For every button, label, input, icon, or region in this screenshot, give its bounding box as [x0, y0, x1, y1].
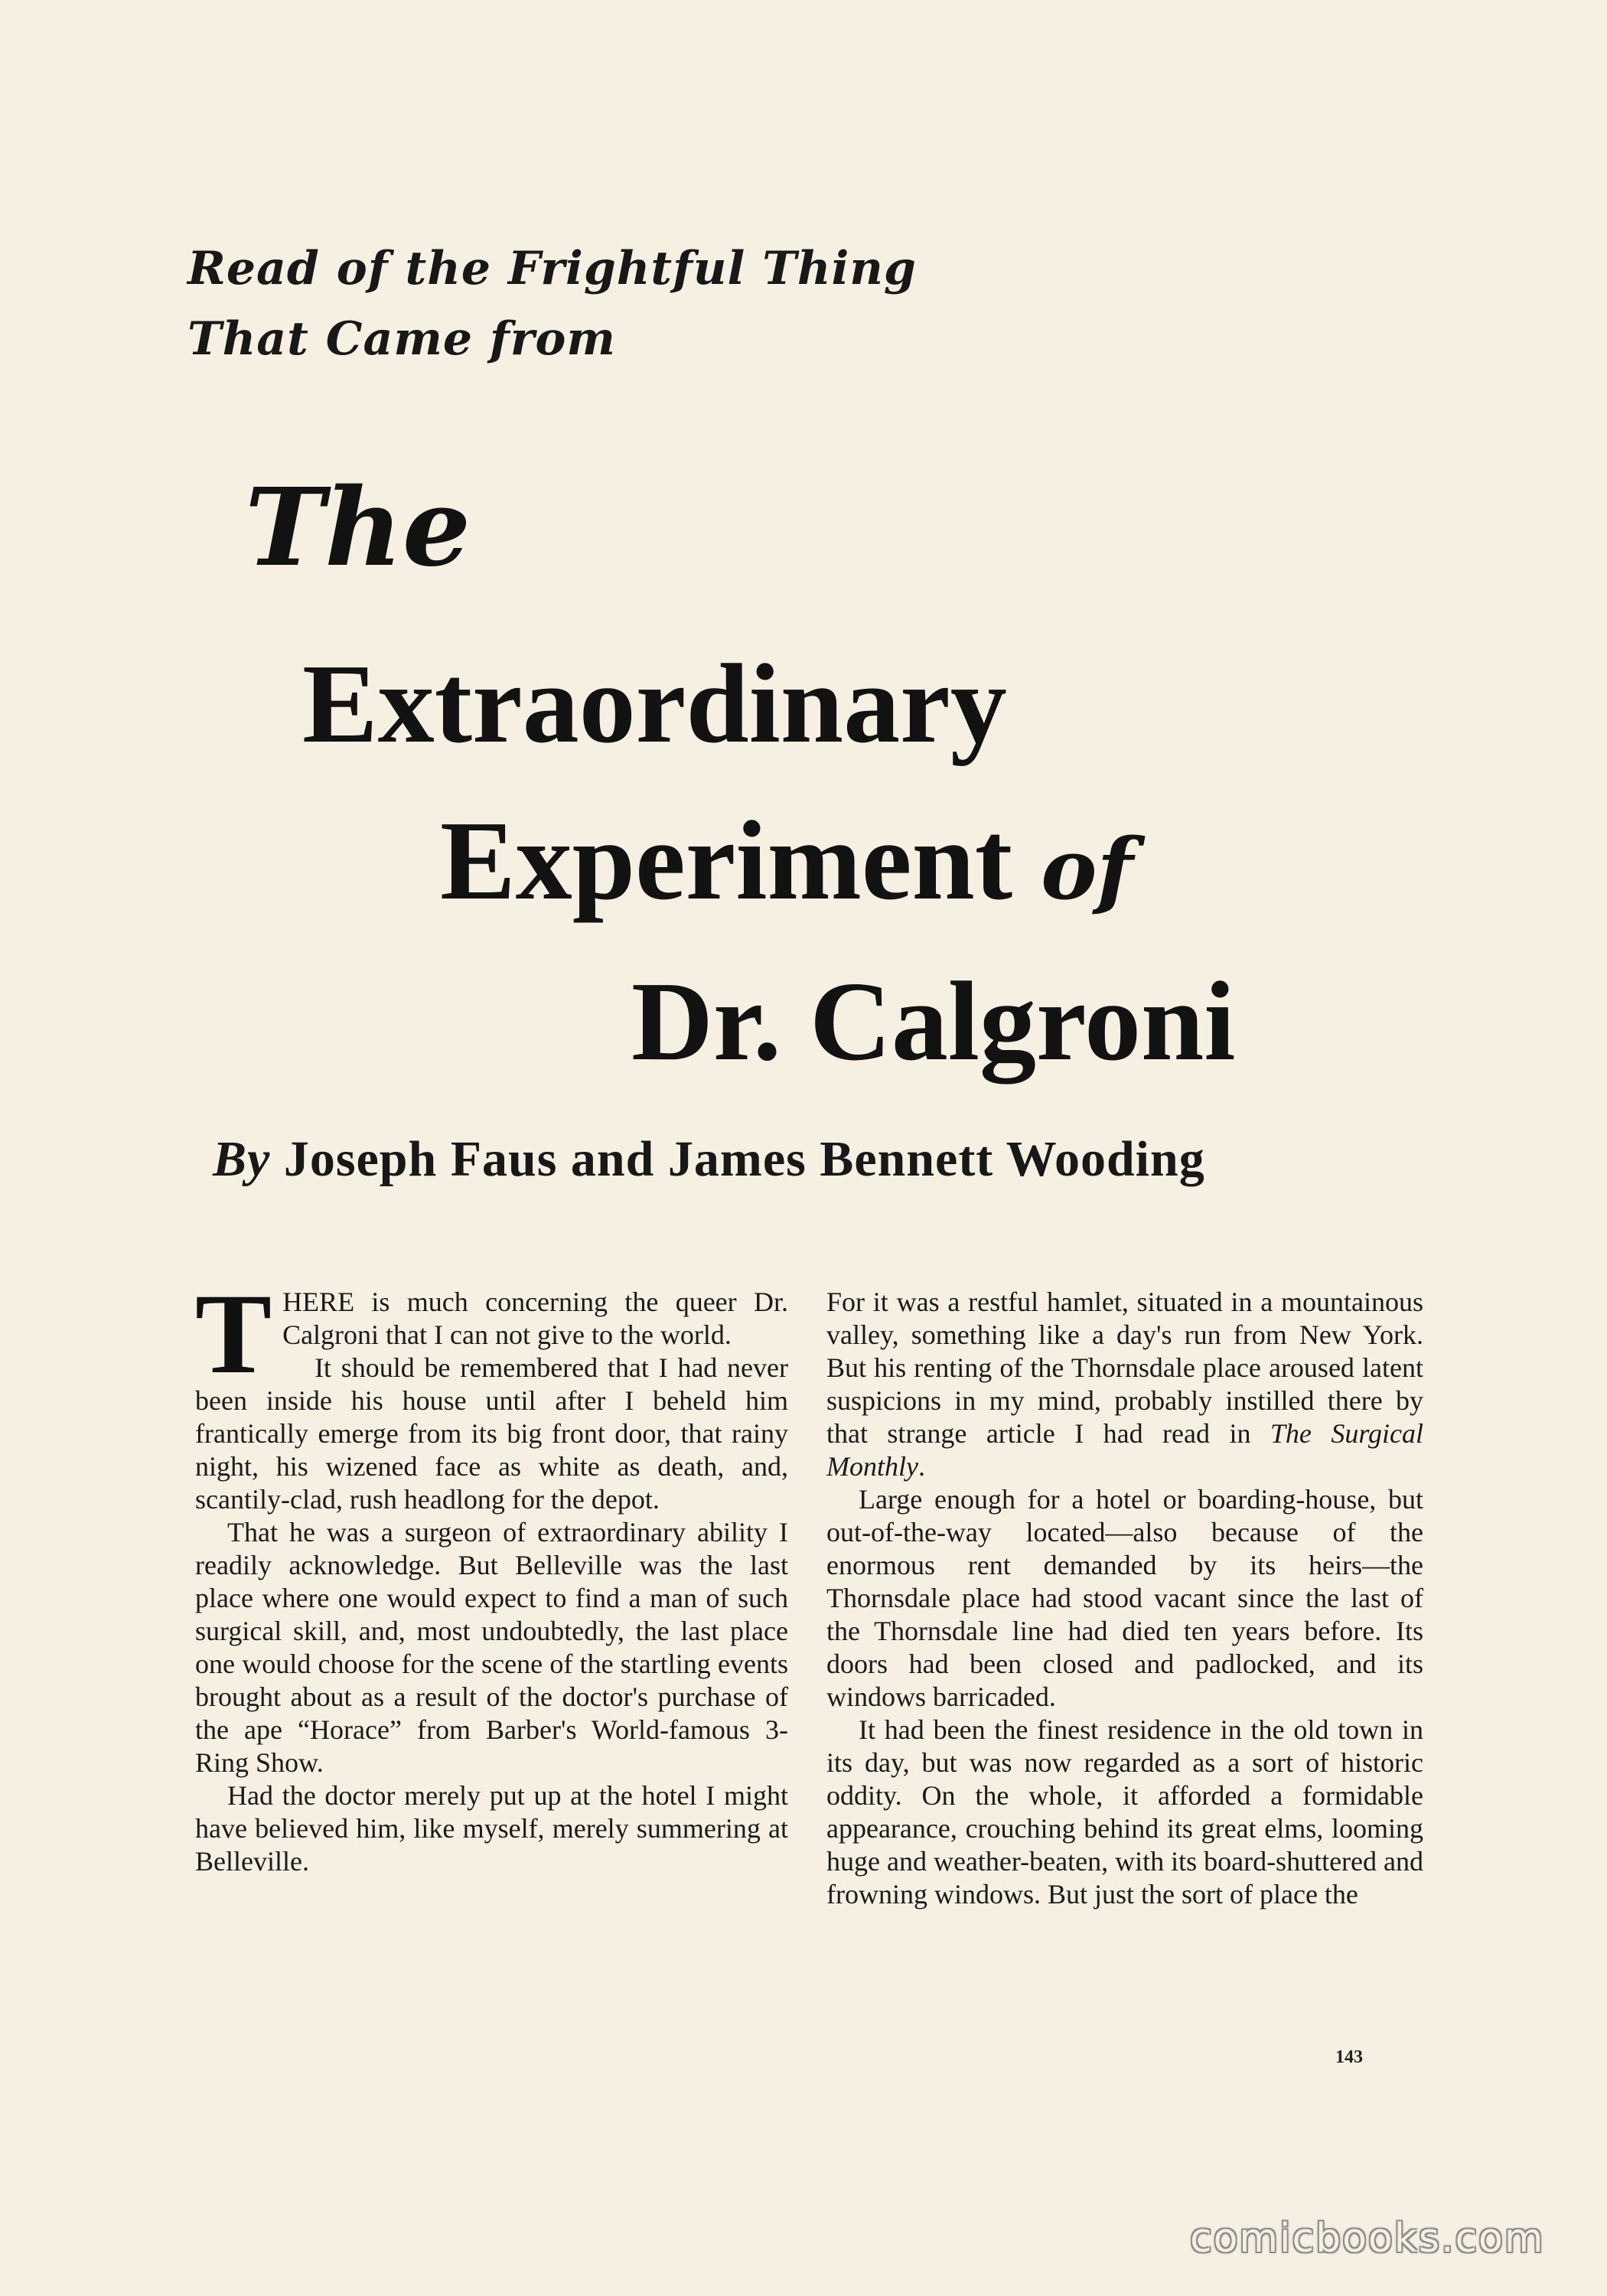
paragraph-1-text: HERE is much concerning the queer Dr. Calgroni that I can not give to the world.	[282, 1287, 788, 1350]
title-line-extraordinary: Extraordinary	[302, 641, 1007, 767]
paragraph-5-text-b: .	[918, 1451, 925, 1482]
paragraph-5	[826, 1286, 1423, 1483]
teaser-line-1: Read of the Frightful Thing	[187, 242, 917, 295]
watermark: comicbooks.com	[1190, 2216, 1545, 2262]
title-line-experiment	[440, 796, 1133, 934]
paragraph-6: Large enough for a hotel or boarding-house, but out-of-the-way located—also because of the enormous rent demanded by its heirs—the Thornsdale place had stood vacant since the last of the Thornsdale line had died ten years before. Its doors had been closed and padlocked, and its windows barricaded.	[826, 1484, 1423, 1712]
byline	[213, 1129, 1205, 1190]
teaser-heading	[187, 233, 917, 374]
paragraph-7: It had been the finest residence in the old town in its day, but was now regarded as a sort of historic oddity. On the whole, it afforded a formidable appearance, crouching behind its great elms, looming huge and weather-beaten, with its board-shuttered and frowning windows. But just the sort of place the	[826, 1714, 1423, 1910]
byline-authors: Joseph Faus and James Bennett Wooding	[270, 1131, 1205, 1187]
title-experiment-word: Experiment	[440, 798, 1041, 924]
article-column-left	[195, 1270, 788, 1878]
paragraph-2: It should be remembered that I had never been inside his house until after I beheld him frantically emerge from its big front door, that rainy night, his wizened face as white as death, and, scantily-clad, rush headlong for the depot.	[195, 1352, 788, 1515]
byline-by: By	[213, 1131, 271, 1187]
paragraph-1	[195, 1270, 788, 1397]
teaser-line-2: That Came from	[187, 312, 616, 366]
paragraph-4: Had the doctor merely put up at the hotel I might have believed him, like myself, merely summering at Belleville.	[195, 1780, 788, 1877]
page-number: 143	[1335, 2047, 1363, 2067]
paragraph-5-text-a: For it was a restful hamlet, situated in a mountainous valley, something like a day's run from New York. But his renting of the Thornsdale place aroused latent suspicions in my mind, probably instilled there by that strange article I had read in	[826, 1287, 1423, 1449]
title-of-word: of	[1041, 820, 1133, 918]
article-column-right	[826, 1286, 1423, 1911]
paragraph-3: That he was a surgeon of extraordinary ability I readily acknowledge. But Belleville was the last place where one would expect to find a man of such surgical skill, and, most undoubtedly, the last place one would choose for the scene of the startling events brought about as a result of the doctor's purchase of the ape “Horace” from Barber's World-famous 3-Ring Show.	[195, 1517, 788, 1778]
magazine-title: The Surgical Monthly	[826, 1418, 1423, 1482]
drop-cap: T	[195, 1270, 272, 1397]
title-the: The	[245, 465, 471, 591]
title-line-dr-calgroni: Dr. Calgroni	[631, 959, 1236, 1084]
